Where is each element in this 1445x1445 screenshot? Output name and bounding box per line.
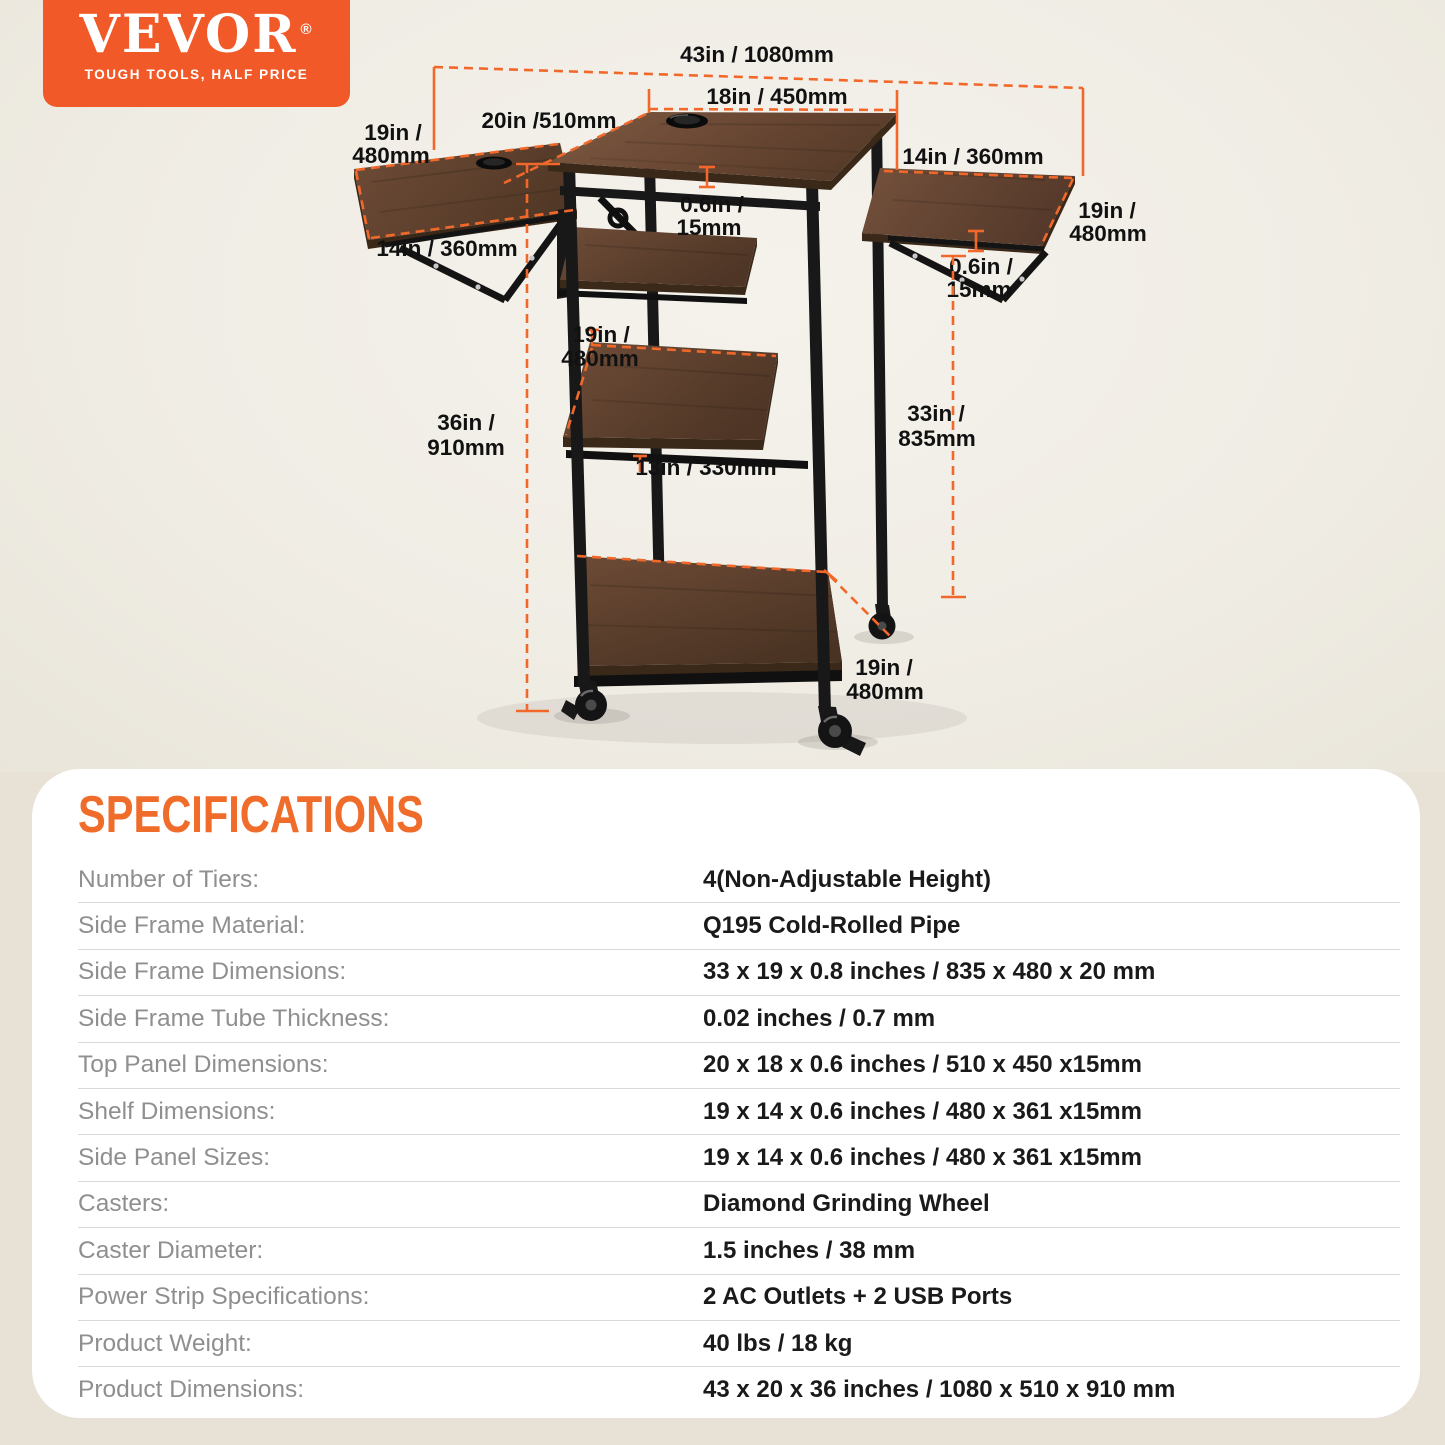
dim-height-label-1: 36in /: [437, 410, 495, 435]
spec-value: 19 x 14 x 0.6 inches / 480 x 361 x15mm: [703, 1097, 1142, 1125]
dim-side-thickness-label-2: 15mm: [946, 277, 1012, 302]
specifications-title: SPECIFICATIONS: [78, 786, 424, 844]
brand-tagline: TOUGH TOOLS, HALF PRICE: [84, 67, 309, 82]
dim-bottom-depth-label-1: 19in /: [855, 655, 913, 680]
spec-label: Side Frame Tube Thickness:: [78, 1004, 390, 1032]
dim-shelf-depth-label-2: 480mm: [561, 346, 639, 371]
dim-top-thickness-label-1: 0.6in /: [680, 192, 744, 217]
spec-value: 20 x 18 x 0.6 inches / 510 x 450 x15mm: [703, 1051, 1142, 1079]
spec-value: Q195 Cold-Rolled Pipe: [703, 912, 961, 940]
spec-row-tube-thickness: [78, 996, 1400, 1042]
dim-side-thickness-label-1: 0.6in /: [949, 254, 1013, 279]
spec-row-product-dimensions: [78, 1367, 1400, 1412]
spec-label: Power Strip Specifications:: [78, 1283, 370, 1311]
dim-frame-height-label-2: 835mm: [898, 426, 976, 451]
caster-rear-right: [869, 604, 896, 640]
spec-label: Number of Tiers:: [78, 865, 260, 893]
spec-row-frame-dimensions: [78, 950, 1400, 996]
spec-row-power-strip: [78, 1275, 1400, 1321]
spec-row-caster-diameter: [78, 1228, 1400, 1274]
registered-mark: ®: [300, 21, 314, 38]
vevor-logo: [43, 0, 350, 107]
dim-right-depth-label-1: 19in /: [1078, 198, 1136, 223]
spec-value: 43 x 20 x 36 inches / 1080 x 510 x 910 mm: [703, 1375, 1176, 1403]
spec-row-casters: [78, 1182, 1400, 1228]
spec-row-top-panel: [78, 1043, 1400, 1089]
spec-value: Diamond Grinding Wheel: [703, 1190, 990, 1218]
dim-top-thickness-label-2: 15mm: [676, 215, 742, 240]
spec-label: Caster Diameter:: [78, 1236, 264, 1264]
dim-right-width-label: 14in / 360mm: [902, 144, 1044, 169]
spec-value: 2 AC Outlets + 2 USB Ports: [703, 1283, 1013, 1311]
spec-row-frame-material: [78, 903, 1400, 949]
dim-left-depth-label-2: 480mm: [352, 143, 430, 168]
brand-wordmark: [43, 4, 350, 65]
spec-label: Top Panel Dimensions:: [78, 1051, 329, 1079]
spec-label: Side Panel Sizes:: [78, 1144, 271, 1172]
dim-top-width-label: 18in / 450mm: [706, 84, 848, 109]
spec-row-shelf-dimensions: [78, 1089, 1400, 1135]
spec-value: 33 x 19 x 0.8 inches / 835 x 480 x 20 mm: [703, 958, 1156, 986]
dim-bottom-depth-label-2: 480mm: [846, 679, 924, 704]
spec-label: Shelf Dimensions:: [78, 1097, 276, 1125]
dim-shelf-depth-label-1: 19in /: [572, 322, 630, 347]
dim-shelf-gap-label: 13in / 330mm: [635, 455, 777, 480]
dim-frame-height-label-1: 33in /: [907, 401, 965, 426]
spec-value: 1.5 inches / 38 mm: [703, 1236, 916, 1264]
specifications-card: [32, 769, 1420, 1418]
spec-label: Side Frame Material:: [78, 912, 306, 940]
spec-row-side-panel: [78, 1135, 1400, 1181]
dim-height-label-2: 910mm: [427, 435, 505, 460]
dim-top-depth-label: 20in /510mm: [481, 108, 617, 133]
dim-total-width-label: 43in / 1080mm: [680, 42, 834, 67]
spec-label: Product Weight:: [78, 1329, 252, 1357]
brand-name: VEVOR: [79, 4, 298, 65]
specifications-table: [78, 857, 1400, 1413]
dim-left-width-label: 14in / 360mm: [376, 236, 518, 261]
spec-label: Casters:: [78, 1190, 170, 1218]
spec-label: Side Frame Dimensions:: [78, 958, 347, 986]
spec-value: 4(Non-Adjustable Height): [703, 865, 991, 893]
spec-value: 40 lbs / 18 kg: [703, 1329, 853, 1357]
spec-label: Product Dimensions:: [78, 1375, 305, 1403]
spec-row-tiers: [78, 857, 1400, 903]
spec-row-weight: [78, 1321, 1400, 1367]
dim-left-depth-label-1: 19in /: [364, 120, 422, 145]
dim-right-depth-label-2: 480mm: [1069, 221, 1147, 246]
spec-value: 0.02 inches / 0.7 mm: [703, 1004, 936, 1032]
bottom-shelf: [574, 556, 842, 687]
spec-value: 19 x 14 x 0.6 inches / 480 x 361 x15mm: [703, 1144, 1142, 1172]
